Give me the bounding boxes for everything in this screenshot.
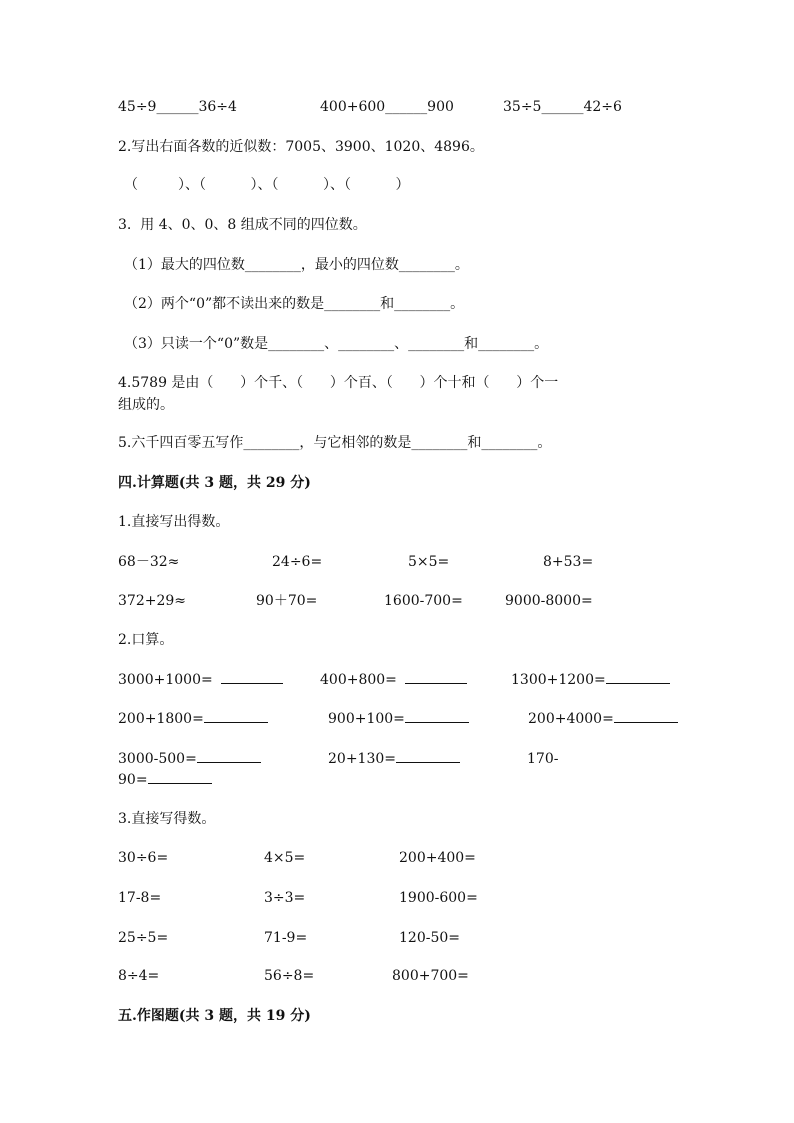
oral-calc-item[interactable] xyxy=(118,750,261,768)
oral-calc-item[interactable] xyxy=(328,710,469,728)
answer-blank[interactable] xyxy=(614,710,678,723)
direct-calc-item: 1900-600= xyxy=(399,890,478,906)
answer-blank[interactable] xyxy=(405,671,467,684)
question-3-sub2[interactable]: （2）两个“0”都不读出来的数是________和________。 xyxy=(124,296,465,312)
direct-calc-item: 200+400= xyxy=(399,850,476,866)
question-3-sub1[interactable]: （1）最大的四位数________，最小的四位数________。 xyxy=(124,257,469,273)
calc-item: 1600-700= xyxy=(384,593,463,609)
section-5-title: 五.作图题(共 3 题，共 19 分) xyxy=(118,1008,311,1024)
answer-blank[interactable] xyxy=(396,750,460,763)
direct-calc-item: 8÷4= xyxy=(118,968,160,984)
answer-blank[interactable] xyxy=(405,710,469,723)
compare-item-3: 35÷5______42÷6 xyxy=(503,99,622,115)
direct-calc-item: 120-50= xyxy=(399,930,460,946)
direct-calc-item: 4×5= xyxy=(264,850,306,866)
question-4-line1[interactable]: 4.5789 是由（ ）个千、（ ）个百、（ ）个十和（ ）个一 xyxy=(118,375,559,391)
compare-item-1: 45÷9______36÷4 xyxy=(118,99,237,115)
answer-blank[interactable] xyxy=(204,710,268,723)
oral-calc-expression: 400+800= xyxy=(320,672,397,688)
answer-blank[interactable] xyxy=(197,750,261,763)
question-3-text: 3. 用 4、0、0、8 组成不同的四位数。 xyxy=(118,217,367,233)
question-4-line2: 组成的。 xyxy=(118,397,174,413)
direct-calc-item: 56÷8= xyxy=(264,968,315,984)
calc-item: 8+53= xyxy=(543,554,594,570)
question-5[interactable]: 5.六千四百零五写作________，与它相邻的数是________和________。 xyxy=(118,435,552,451)
direct-calc-item: 800+700= xyxy=(392,968,469,984)
calc-item: 90＋70= xyxy=(256,593,318,609)
oral-calc-expression: 20+130= xyxy=(328,751,396,767)
oral-calc-item[interactable] xyxy=(118,671,283,689)
calc-item: 9000-8000= xyxy=(505,593,593,609)
compare-item-2: 400+600______900 xyxy=(320,99,454,115)
oral-calc-expression: 3000+1000= xyxy=(118,672,213,688)
answer-blank[interactable] xyxy=(606,671,670,684)
oral-calc-expression: 170- xyxy=(527,751,559,767)
direct-calc-item: 71-9= xyxy=(264,930,308,946)
section-4-title: 四.计算题(共 3 题，共 29 分) xyxy=(118,475,311,491)
oral-calc-item[interactable] xyxy=(328,750,460,768)
oral-calc-item[interactable] xyxy=(528,710,678,728)
calc-item: 372+29≈ xyxy=(118,593,186,609)
answer-blank[interactable] xyxy=(148,771,212,784)
part-1-title: 1.直接写出得数。 xyxy=(118,514,230,530)
oral-calc-item[interactable] xyxy=(118,771,212,789)
direct-calc-item: 25÷5= xyxy=(118,930,169,946)
question-2-blanks[interactable]: （ ）、（ ）、（ ）、（ ） xyxy=(124,177,410,193)
oral-calc-expression: 90= xyxy=(118,772,148,788)
direct-calc-item: 17-8= xyxy=(118,890,162,906)
oral-calc-expression: 1300+1200= xyxy=(511,672,606,688)
part-2-title: 2.口算。 xyxy=(118,632,174,648)
oral-calc-expression: 200+4000= xyxy=(528,711,614,727)
oral-calc-expression: 200+1800= xyxy=(118,711,204,727)
answer-blank[interactable] xyxy=(221,671,283,684)
calc-item: 68－32≈ xyxy=(118,554,180,570)
direct-calc-item: 30÷6= xyxy=(118,850,169,866)
oral-calc-expression: 900+100= xyxy=(328,711,405,727)
oral-calc-expression: 3000-500= xyxy=(118,751,197,767)
part-3-title: 3.直接写得数。 xyxy=(118,811,216,827)
oral-calc-item[interactable] xyxy=(511,671,670,689)
question-3-sub3[interactable]: （3）只读一个“0”数是________、________、________和________。 xyxy=(124,336,549,352)
calc-item: 5×5= xyxy=(408,554,450,570)
calc-item: 24÷6= xyxy=(272,554,323,570)
oral-calc-item[interactable] xyxy=(320,671,467,689)
oral-calc-item[interactable] xyxy=(118,710,268,728)
direct-calc-item: 3÷3= xyxy=(264,890,306,906)
question-2-text: 2.写出右面各数的近似数：7005、3900、1020、4896。 xyxy=(118,139,484,155)
